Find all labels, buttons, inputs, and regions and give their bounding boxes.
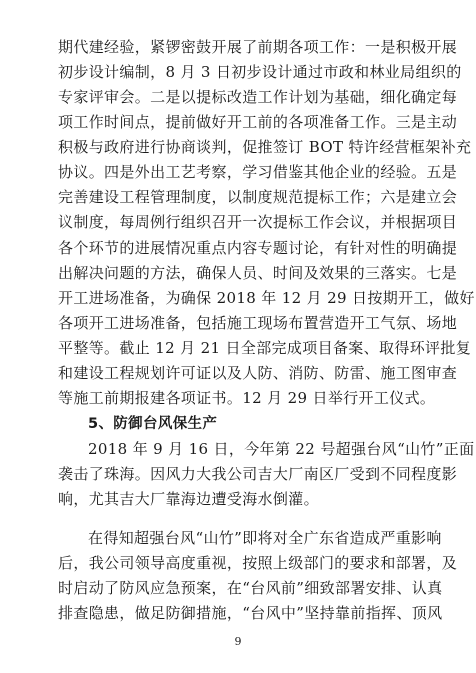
text-line: 期代建经验，紧锣密鼓开展了前期各项工作：一是积极开展 <box>58 38 458 56</box>
text-line: 等施工前期报建各项证书。12 月 29 日举行开工仪式。 <box>58 389 436 407</box>
text-line: 各项开工进场准备，包括施工现场布置营造开工气氛、场地 <box>58 314 458 332</box>
text-line: 完善建设工程管理制度，以制度规范提标工作；六是建立会 <box>58 188 458 206</box>
text-line: 后，我公司领导高度重视，按照上级部门的要求和部署，及 <box>58 554 458 572</box>
text-line: 和建设工程规划许可证以及人防、消防、防雷、施工图审查 <box>58 364 458 382</box>
text-line: 2018 年 9 月 16 日，今年第 22 号超强台风“山竹”正面 <box>88 440 475 458</box>
text-line: 各个环节的进展情况重点内容专题讨论，有针对性的明确提 <box>58 239 458 257</box>
text-line: 初步设计编制，8 月 3 日初步设计通过市政和林业局组织的 <box>58 63 462 81</box>
text-line: 开工进场准备，为确保 2018 年 12 月 29 日按期开工，做好 <box>58 289 475 307</box>
text-line: 响，尤其吉大厂靠海边遭受海水倒灌。 <box>58 490 319 508</box>
text-line: 袭击了珠海。因风力大我公司吉大厂南区厂受到不同程度影 <box>58 465 458 483</box>
text-line: 议制度，每周例行组织召开一次提标工作会议，并根据项目 <box>58 213 458 231</box>
text-line: 项工作时间点，提前做好开工前的各项准备工作。三是主动 <box>58 113 458 131</box>
text-line: 积极与政府进行协商谈判，促推签订 BOT 特许经营框架补充 <box>58 138 472 156</box>
text-line: 平整等。截止 12 月 21 日全部完成项目备案、取得环评批复 <box>58 339 472 357</box>
text-line: 出解决问题的方法，确保人员、时间及效果的三落实。七是 <box>58 264 458 282</box>
text-line: 排查隐患，做足防御措施，“台风中”坚持靠前指挥、顶风 <box>58 604 443 622</box>
text-line: 协议。四是外出工艺考察，学习借鉴其他企业的经验。五是 <box>58 163 458 181</box>
page-number: 9 <box>234 635 242 648</box>
section-heading: 5、防御台风保生产 <box>88 416 218 432</box>
text-line: 时启动了防风应急预案，在“台风前”细致部署安排、认真 <box>58 579 443 597</box>
text-line: 在得知超强台风“山竹”即将对全广东省造成严重影响 <box>88 529 442 547</box>
text-line: 专家评审会。二是以提标改造工作计划为基础，细化确定每 <box>58 88 458 106</box>
